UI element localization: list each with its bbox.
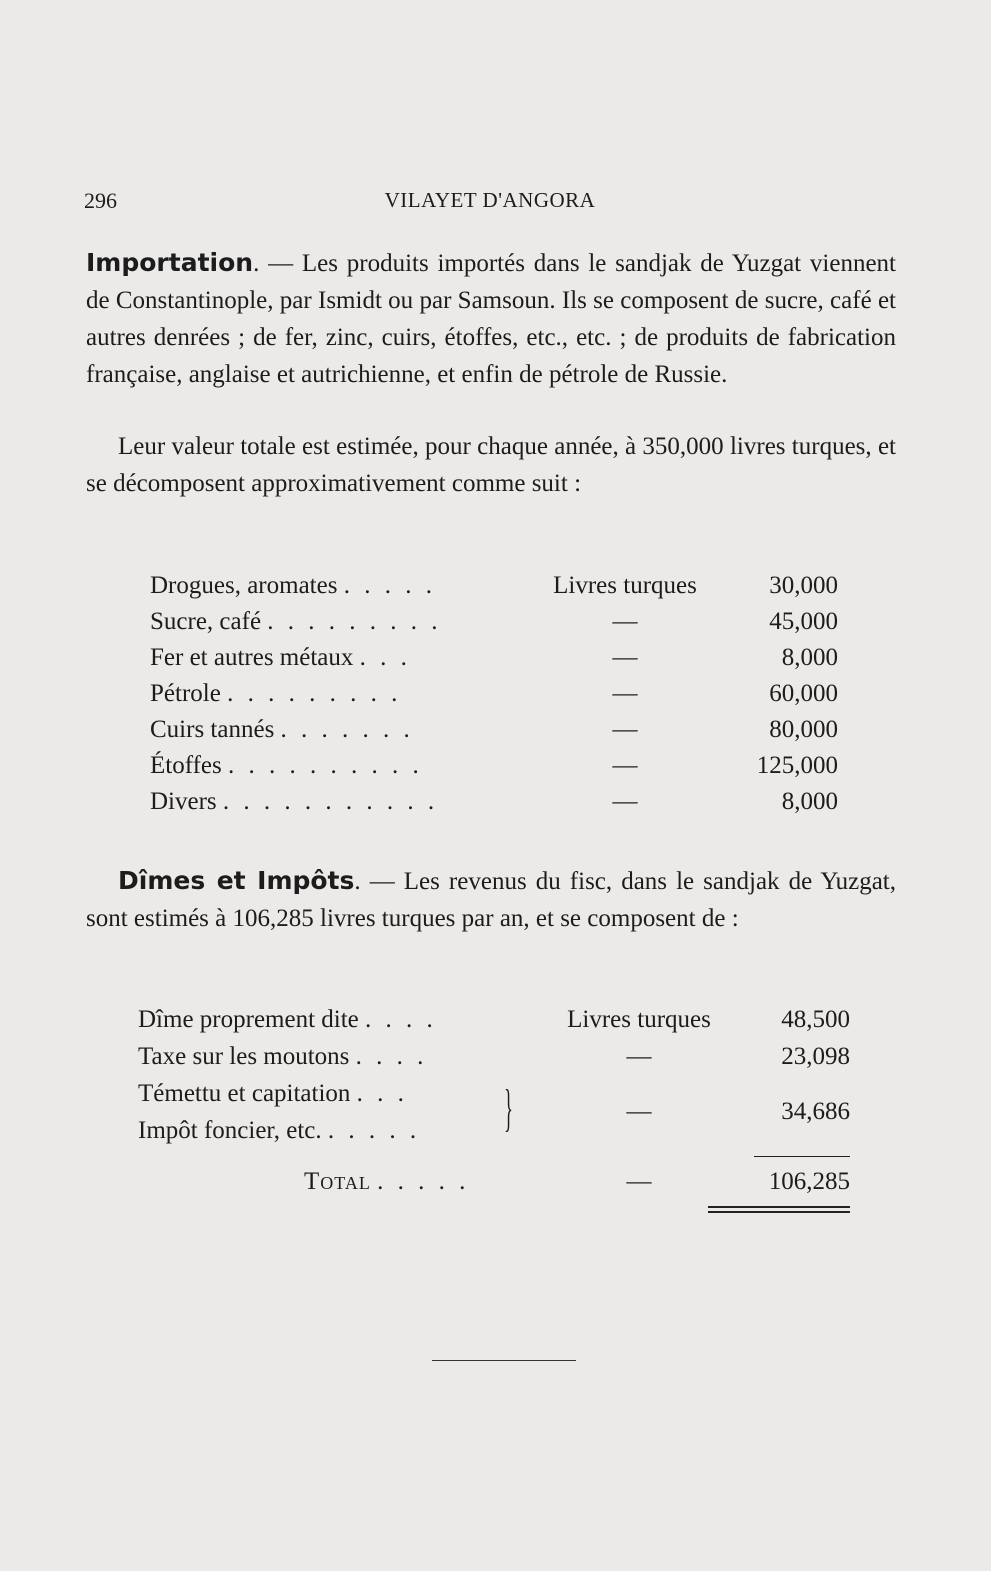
row-leader-dots: . . . xyxy=(359,644,411,671)
import-value-paragraph: Leur valeur totale est estimée, pour chaque année, à 350,000 livres turques, et se décomposent approximativement comme suit : xyxy=(86,433,896,497)
row-leader-dots: . . . . . . . . . . xyxy=(228,752,423,779)
page-number: 296 xyxy=(84,188,117,213)
row-dash: — xyxy=(612,680,638,707)
row-value: 8,000 xyxy=(781,788,838,815)
importation-heading: Importation xyxy=(86,248,254,277)
row-dash: — xyxy=(612,788,638,815)
sum-rule xyxy=(754,1156,850,1157)
running-title: VILAYET D'ANGORA xyxy=(384,188,596,212)
row-value: 125,000 xyxy=(756,752,838,779)
right-brace-icon: } xyxy=(504,1080,513,1137)
row-leader-dots: . . . . . xyxy=(377,1168,470,1195)
page-header xyxy=(84,188,896,220)
row-value: 8,000 xyxy=(781,644,838,671)
row-dash: — xyxy=(612,752,638,779)
row-label: Taxe sur les moutons xyxy=(138,1043,350,1070)
row-leader-dots: . . . . . xyxy=(343,572,436,599)
row-unit: Livres turques xyxy=(567,1006,711,1033)
dimes-text: . — Les revenus du fisc, dans le sandjak de Yuzgat, sont estimés à 106,285 livres turques par an, et se composent de : xyxy=(86,868,897,932)
dimes-paragraph xyxy=(86,862,896,937)
row-dash: — xyxy=(626,1043,652,1070)
row-leader-dots: . . . . . . . . . xyxy=(267,608,442,635)
row-label: Impôt foncier, etc. xyxy=(138,1117,322,1144)
row-dash: — xyxy=(626,1168,652,1195)
row-value: 80,000 xyxy=(769,716,838,743)
row-value: 48,500 xyxy=(781,1006,850,1033)
row-value: 23,098 xyxy=(781,1043,850,1070)
grouped-dash: — xyxy=(626,1098,652,1125)
row-label: Sucre, café xyxy=(150,608,262,635)
section-end-rule xyxy=(432,1360,576,1361)
row-dash: — xyxy=(612,716,638,743)
row-leader-dots: . . . . . . . xyxy=(280,716,414,743)
dimes-heading: Dîmes et Impôts xyxy=(118,866,355,895)
row-unit: Livres turques xyxy=(553,572,697,599)
grouped-value: 34,686 xyxy=(781,1098,850,1125)
row-label: Pétrole xyxy=(150,680,221,707)
row-label: Fer et autres métaux xyxy=(150,644,354,671)
row-leader-dots: . . . . . . . . . xyxy=(227,680,402,707)
row-label: Divers xyxy=(150,788,217,815)
row-dash: — xyxy=(612,608,638,635)
total-label: Total xyxy=(304,1168,371,1195)
total-double-rule xyxy=(708,1206,850,1213)
row-dash: — xyxy=(612,644,638,671)
total-value: 106,285 xyxy=(768,1168,850,1195)
importation-paragraph xyxy=(86,244,896,393)
row-label: Drogues, aromates xyxy=(150,572,338,599)
row-leader-dots: . . . . xyxy=(365,1006,437,1033)
importation-text: . — Les produits importés dans le sandjak de Yuzgat viennent de Constantinople, par Ismidt ou par Samsoun. Ils se composent de sucre, café et autres denrées ; de fer, zinc, cuirs, étoffes, etc., etc. ; de produits de fabrication française, anglaise et autrichienne, et enfin de pétrole de Russie. xyxy=(86,250,896,388)
row-label: Étoffes xyxy=(150,752,222,779)
row-value: 45,000 xyxy=(769,608,838,635)
row-value: 30,000 xyxy=(769,572,838,599)
row-leader-dots: . . . . xyxy=(355,1043,428,1070)
row-value: 60,000 xyxy=(769,680,838,707)
row-label: Dîme proprement dite xyxy=(138,1006,359,1033)
row-label: Cuirs tannés xyxy=(150,716,275,743)
row-leader-dots: . . . xyxy=(356,1080,408,1107)
row-leader-dots: . . . . . xyxy=(327,1117,421,1144)
row-leader-dots: . . . . . . . . . . . xyxy=(222,788,439,815)
row-label: Témettu et capitation xyxy=(138,1080,351,1107)
